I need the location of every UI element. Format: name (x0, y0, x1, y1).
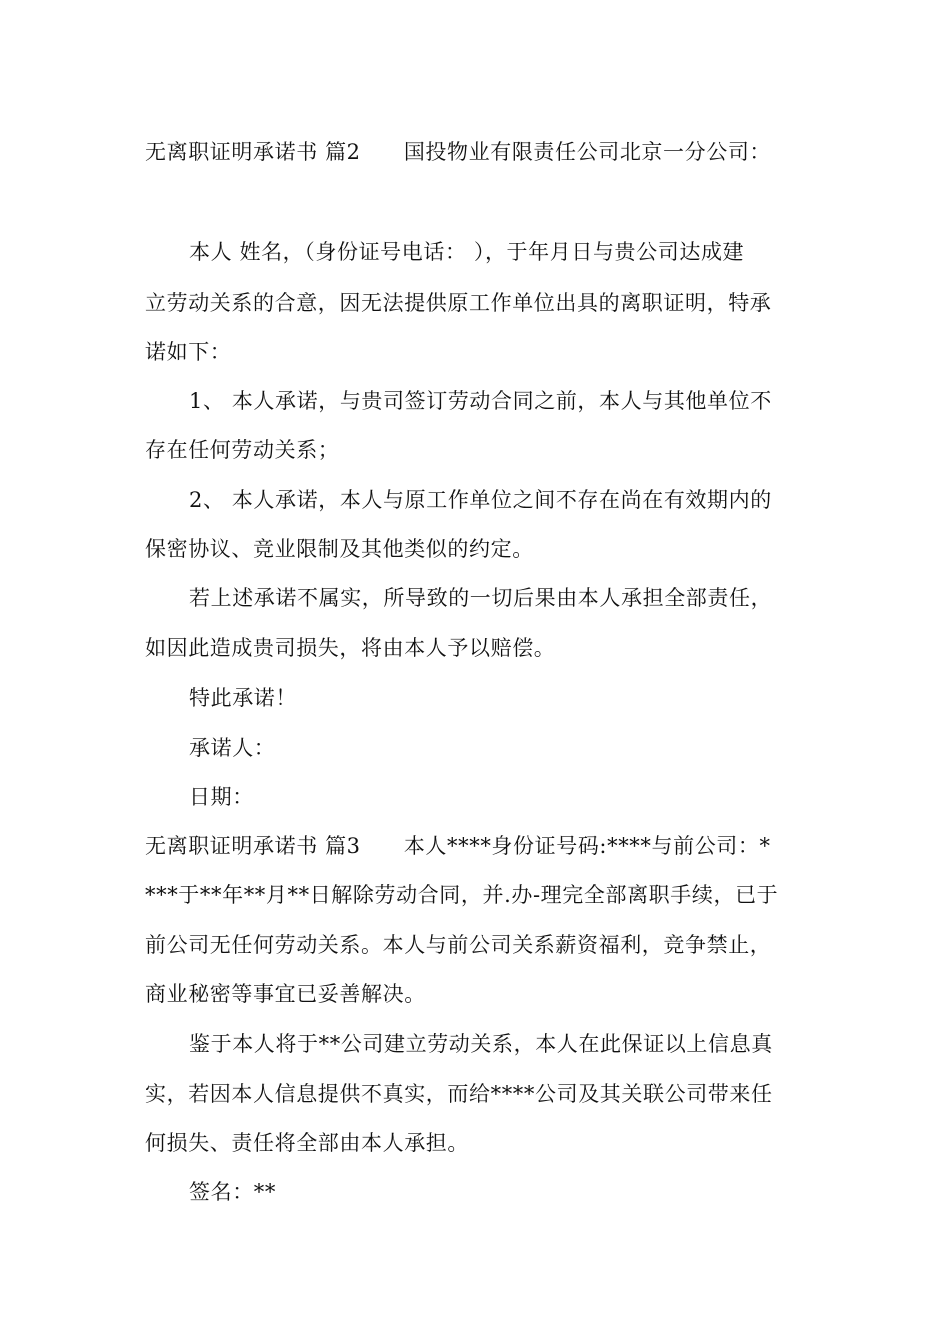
text-line: 诺如下： (145, 340, 232, 364)
text-line: 实，若因本人信息提供不真实，而给****公司及其关联公司带来任 (145, 1082, 773, 1106)
text-line: 存在任何劳动关系； (145, 438, 340, 462)
text-line: 如因此造成贵司损失，将由本人予以赔偿。 (145, 636, 556, 660)
signature-line: 签名：** (189, 1180, 276, 1204)
section-heading-line: 无离职证明承诺书 篇3 本人****身份证号码:****与前公司：* (145, 834, 771, 858)
text-line: 前公司无任何劳动关系。本人与前公司关系薪资福利，竞争禁止， (145, 933, 772, 957)
list-item-line: 2、 本人承诺，本人与原工作单位之间不存在尚在有效期内的 (189, 488, 772, 512)
date-label: 日期： (189, 785, 254, 809)
text-line: 商业秘密等事宜已妥善解决。 (145, 982, 426, 1006)
text-line: 本人 姓名，（身份证号电话： ），于年月日与贵公司达成建 (189, 240, 745, 264)
text-line: ***于**年**月**日解除劳动合同，并.办-理完全部离职手续，已于 (145, 883, 779, 907)
text-line: 若上述承诺不属实，所导致的一切后果由本人承担全部责任， (189, 586, 773, 610)
signer-label: 承诺人： (189, 736, 276, 760)
closing-line: 特此承诺！ (189, 686, 297, 710)
text-line: 立劳动关系的合意，因无法提供原工作单位出具的离职证明，特承 (145, 291, 772, 315)
text-line: 鉴于本人将于**公司建立劳动关系，本人在此保证以上信息真 (189, 1032, 773, 1056)
text-line: 保密协议、竞业限制及其他类似的约定。 (145, 537, 534, 561)
section-heading-line: 无离职证明承诺书 篇2 国投物业有限责任公司北京一分公司： (145, 140, 772, 164)
list-item-line: 1、 本人承诺，与贵司签订劳动合同之前，本人与其他单位不 (189, 389, 772, 413)
text-line: 何损失、责任将全部由本人承担。 (145, 1131, 469, 1155)
